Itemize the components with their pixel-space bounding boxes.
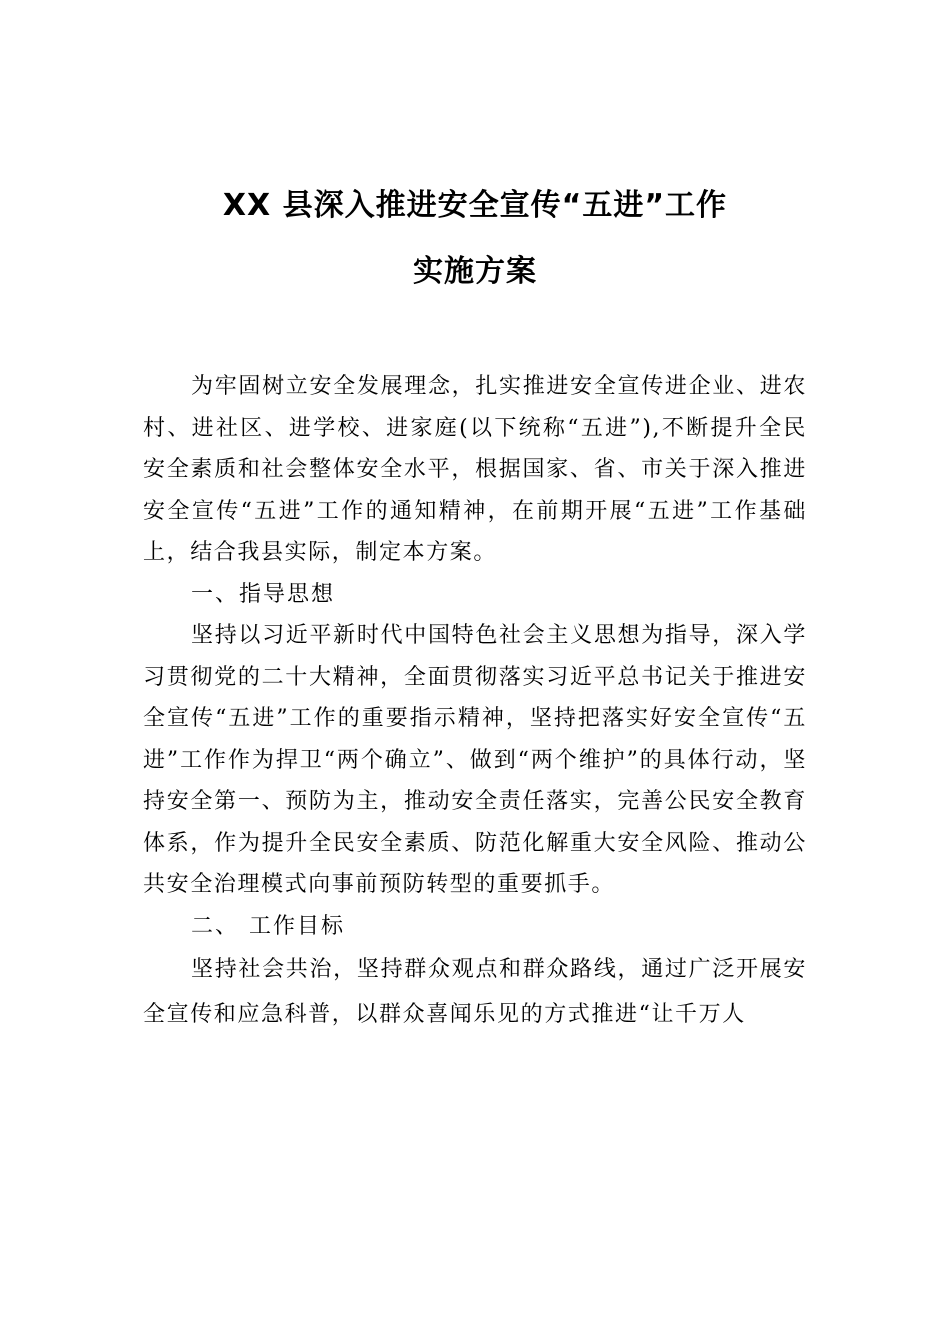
document-body (143, 366, 807, 1037)
section-2-paragraph: 坚持社会共治，坚持群众观点和群众路线，通过广泛开展安全宣传和应急科普，以群众喜闻乐见的方式推进“让千万人 (143, 957, 807, 1027)
section-1-heading: 一、指导思想 (191, 581, 336, 607)
section-2-title: 工作目标 (249, 913, 346, 939)
document-title (0, 188, 950, 290)
title-line-2: 实施方案 (413, 254, 537, 289)
intro-paragraph: 为牢固树立安全发展理念，扎实推进安全宣传进企业、进农村、进社区、进学校、进家庭(以下统称“五进”),不断提升全民安全素质和社会整体安全水平，根据国家、省、市关于深入推进安全宣传“五进”工作的通知精神，在前期开展“五进”工作基础上，结合我县实际，制定本方案。 (143, 374, 807, 565)
section-1-paragraph: 坚持以习近平新时代中国特色社会主义思想为指导，深入学习贯彻党的二十大精神，全面贯彻落实习近平总书记关于推进安全宣传“五进”工作的重要指示精神，坚持把落实好安全宣传“五进”工作作为捍卫“两个确立”、做到“两个维护”的具体行动，坚持安全第一、预防为主，推动安全责任落实，完善公民安全教育体系，作为提升全民安全素质、防范化解重大安全风险、推动公共安全治理模式向事前预防转型的重要抓手。 (143, 623, 807, 897)
title-line-1: XX 县深入推进安全宣传“五进”工作 (222, 188, 728, 223)
section-2-heading (143, 906, 807, 948)
section-2-number: 二、 (191, 913, 240, 939)
